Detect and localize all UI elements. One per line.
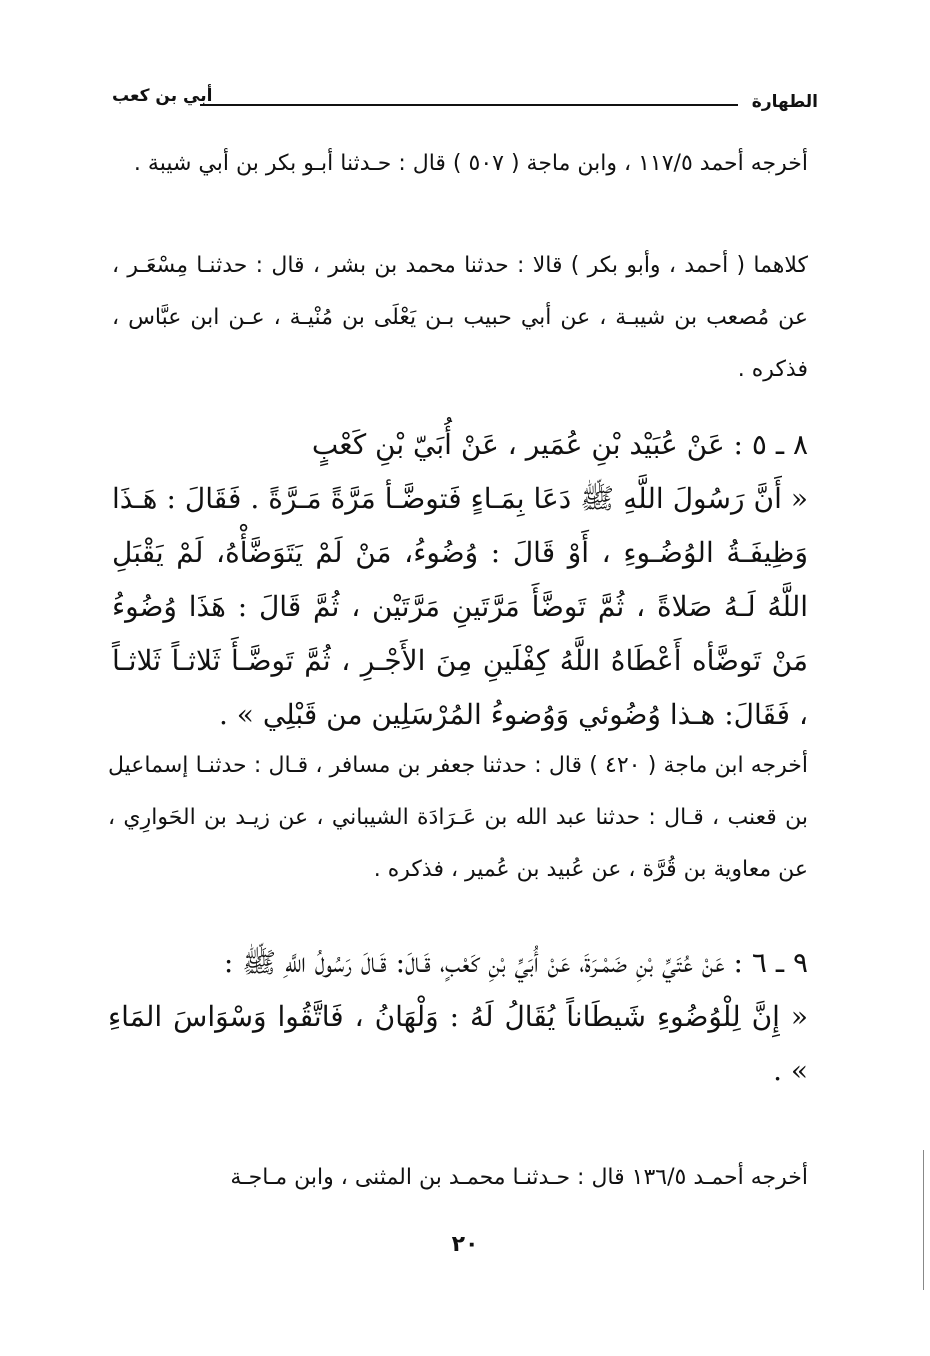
- section-title: أبي بن كعب: [112, 86, 213, 106]
- hadith-text: « أَنَّ رَسُولَ اللَّهِ ﷺ دَعَا بِمَـاءٍ فَتوضَّـأ مَرَّةً مَـرَّةً . فَقَالَ : هَـذَا وَظِيفَـةُ الوُضُـوءِ ، أَوْ قَالَ : وُضُوءُ، مَنْ لَمْ يَتَوَضَّأْهُ، لَمْ يَقْبَلِ اللَّهُ لَـهُ صَلاةً ، ثُمَّ تَوضَّأَ مَرَّتَينِ مَرَّتَيْن ، ثُمَّ قَالَ : هَذَا وُضُوءُ مَنْ تَوضَّأه أَعْطَاهُ اللَّهُ كِفْلَينِ مِنَ الأَجْـرِ ، ثُمَّ تَوضَّـأَ ثَلاثـاً ثَلاثـاً ، فَقَالَ: هـذا وُضُوئي وَوُضوءُ المُرْسَلِين من قَبْلِي » .: [112, 482, 809, 731]
- reference-text: أخرجه أحمد ١١٧/٥ ، وابن ماجة ( ٥٠٧ ) قال : حـدثنا أبـو بكر بن أبي شيبة .: [133, 151, 808, 176]
- scan-edge-mark: [919, 1150, 924, 1290]
- hadith-text: « إِنَّ لِلْوُضُوءِ شَيطَاناً يُقَالُ لَهُ : وَلْهَانُ ، فَاتَّقُوا وَسْوَاسَ المَاءِ » .: [108, 1000, 808, 1087]
- reference-text: أخرجه أحمـد ١٣٦/٥ قال : حـدثنـا محمـد بن المثنى ، وابن مـاجـة: [230, 1165, 808, 1190]
- reference-note-3: [108, 740, 808, 896]
- reference-text: أخرجه ابن ماجة ( ٤٢٠ ) قال : حدثنا جعفر بن مسافر ، قـال : حدثنـا إسماعيل بن قعنب ، قـال : حدثنا عبد الله بن عَـرَادَة الشيباني ، عن زيـد بن الحَوارِي ، عن معاوية بن قُرَّة ، عن عُبيد بن عُمير ، فذكره .: [108, 753, 809, 882]
- reference-text: كلاهما ( أحمد ، وأبو بكر ) قالا : حدثنا محمد بن بشر ، قال : حدثنـا مِسْعَـر ، عن مُصعب بن شيبـة ، عن أبي حبيب بـن يَعْلَى بن مُنْيـة ، عـن ابن عبَّاس ، فذكره .: [112, 253, 808, 382]
- reference-note-4: [108, 1152, 808, 1204]
- running-header: [112, 86, 818, 118]
- hadith-heading: ٩ ـ ٦ : عَنْ عُتَيِّ بْنِ ضَمْـرَةَ، عَنْ أُبَيِّ بْنِ كَعْبٍ، قَـالَ: قَـالَ رَسُولُ اللَّهِ ﷺ :: [223, 946, 808, 979]
- header-rule: [200, 104, 738, 106]
- hadith-8: [112, 418, 808, 742]
- reference-note-1: [112, 138, 808, 190]
- page-number: ٢٠: [451, 1232, 479, 1257]
- reference-note-2: [112, 240, 808, 396]
- chapter-title: الطهارة: [751, 92, 818, 112]
- hadith-heading: ٨ ـ ٥ : عَنْ عُبَيْد بْنِ عُمَير ، عَنْ أُبَيّ بْنِ كَعْبٍ: [311, 428, 808, 461]
- hadith-9: [108, 936, 808, 1098]
